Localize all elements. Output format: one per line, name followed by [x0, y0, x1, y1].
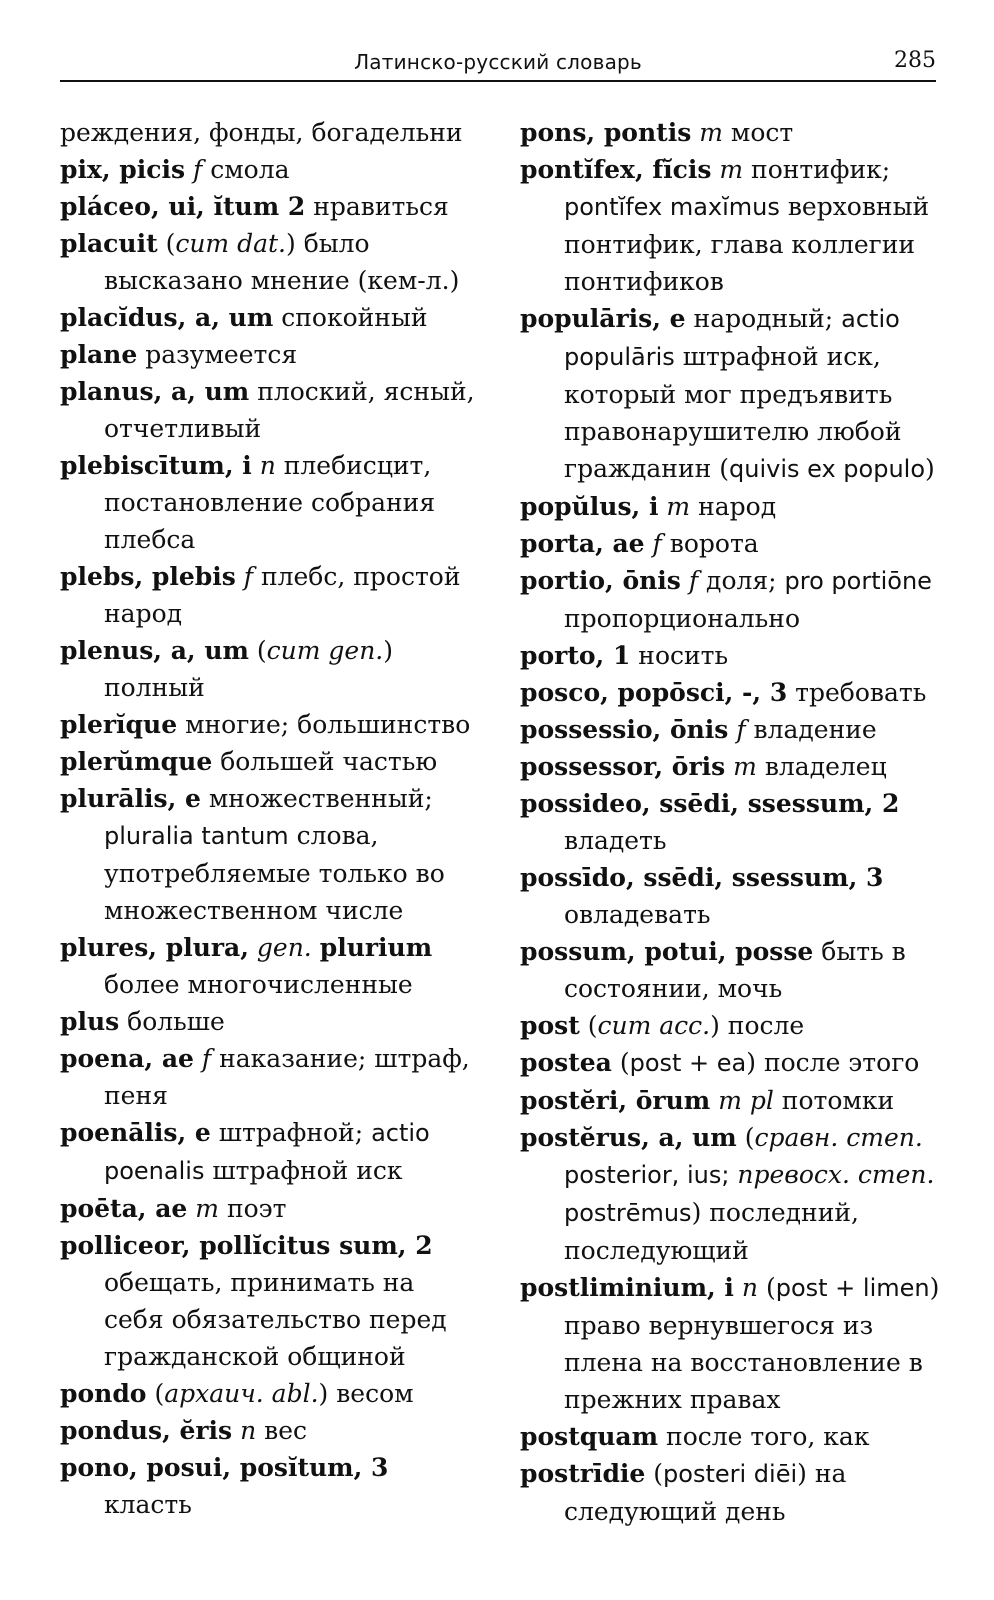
entry-definition: смола: [202, 155, 290, 184]
running-title: Латинско-русский словарь: [354, 50, 642, 74]
dictionary-entry: [520, 300, 940, 488]
entry-definition: пропорционально: [564, 604, 800, 633]
entry-headword: plane: [60, 340, 138, 369]
entry-definition: [194, 1044, 202, 1073]
page-number: 285: [894, 48, 936, 73]
entry-grammar-note: m: [733, 752, 757, 781]
entry-headword: pono, posui, posĭtum, 3: [60, 1453, 389, 1482]
dictionary-entry: [60, 1114, 480, 1190]
entry-headword: polliceor, pollĭcitus sum, 2: [60, 1231, 433, 1260]
entry-definition: [252, 451, 260, 480]
entry-latin-phrase: post + ea: [629, 1049, 747, 1077]
entry-headword: possessor, ōris: [520, 752, 726, 781]
dictionary-entry: [60, 299, 480, 336]
entry-definition: быть в состоянии, мочь: [564, 937, 906, 1003]
entry-definition: [710, 1086, 718, 1115]
entry-grammar-note: cum gen.: [266, 636, 384, 665]
entry-definition: (: [758, 1273, 776, 1302]
entry-definition: [734, 1273, 742, 1302]
entry-definition: штрафной;: [210, 1118, 372, 1147]
entry-grammar-note: m: [195, 1194, 219, 1223]
entry-definition: верховный понтифик, глава коллегии понтификов: [564, 192, 930, 296]
entry-headword: postea: [520, 1048, 612, 1077]
right-column: [520, 114, 940, 1530]
entry-definition: большей частью: [212, 747, 438, 776]
entry-headword: popŭlus, i: [520, 492, 659, 521]
entry-headword: poēta, ae: [60, 1194, 188, 1223]
entry-definition: многие; большинство: [177, 710, 471, 739]
left-column: [60, 114, 480, 1523]
entry-headword: plenus, a, um: [60, 636, 249, 665]
entry-headword: placuit: [60, 229, 158, 258]
entry-headword: pontĭfex, fĭcis: [520, 155, 712, 184]
dictionary-entry: [60, 558, 480, 632]
entry-grammar-note: f: [193, 155, 203, 184]
entry-definition: множественный;: [200, 784, 433, 813]
entry-definition: вес: [256, 1416, 308, 1445]
entry-latin-phrase: posteri diēi: [663, 1460, 798, 1488]
entry-definition: ) после этого: [746, 1048, 920, 1077]
entry-headword: pons, pontis: [520, 118, 692, 147]
entry-definition: разумеется: [137, 340, 298, 369]
entry-definition: [312, 933, 320, 962]
entry-grammar-note: превосх. степ.: [737, 1160, 935, 1189]
entry-definition: штрафной иск, который мог предъявить правонарушителю любой гражданин (: [564, 342, 902, 483]
entry-definition: спокойный: [273, 303, 428, 332]
entry-headword: populāris, e: [520, 304, 686, 333]
dictionary-entry: [520, 1082, 940, 1119]
entry-headword: poenālis, e: [60, 1118, 211, 1147]
entry-grammar-note: cum acc.: [597, 1011, 711, 1040]
entry-headword: placĭdus, a, um: [60, 303, 274, 332]
entry-headword: plebiscītum, i: [60, 451, 252, 480]
entry-headword: plurālis, e: [60, 784, 201, 813]
entry-definition: овладевать: [564, 900, 711, 929]
entry-definition: обещать, принимать на себя обязательство перед гражданской общиной: [104, 1268, 447, 1371]
entry-grammar-note: сравн. степ.: [754, 1123, 923, 1152]
entry-headword: posco, popōsci, -, 3: [520, 678, 788, 707]
dictionary-entry: [60, 1375, 480, 1412]
entry-definition: ) последний, последующий: [564, 1198, 859, 1265]
entry-grammar-note: m: [699, 118, 723, 147]
entry-headword: porta, ae: [520, 529, 645, 558]
dictionary-entry: [60, 929, 480, 1003]
entry-headword: pondo: [60, 1379, 147, 1408]
entry-definition: ) после: [710, 1011, 805, 1040]
entry-definition: более многочисленные: [104, 970, 413, 999]
dictionary-entry: [60, 743, 480, 780]
entry-latin-phrase: quivis ex populo: [729, 455, 926, 483]
entry-definition: [236, 562, 244, 591]
entry-definition: реждения, фонды, богадельни: [60, 118, 463, 147]
entry-headword: possīdo, ssēdi, ssessum, 3: [520, 863, 884, 892]
entry-definition: поэт: [219, 1194, 287, 1223]
entry-definition: ) весом: [318, 1379, 414, 1408]
entry-definition: (: [248, 636, 267, 665]
entry-headword: possideo, ssēdi, ssessum, 2: [520, 789, 900, 818]
entry-definition: класть: [104, 1490, 192, 1519]
dictionary-entry: [60, 706, 480, 743]
dictionary-entry: [60, 151, 480, 188]
entry-headword: plus: [60, 1007, 120, 1036]
entry-definition: ворота: [661, 529, 759, 558]
entry-definition: ) было высказано мнение (кем-л.): [104, 229, 460, 295]
entry-headword: postĕrus, a, um: [520, 1123, 737, 1152]
entry-definition: [681, 566, 689, 595]
entry-latin-phrase: pluralia tantum: [104, 822, 289, 850]
entry-latin-phrase: actio poenalis: [104, 1119, 430, 1185]
entry-grammar-note: m: [666, 492, 691, 521]
entry-grammar-note: f: [201, 1044, 212, 1073]
entry-definition: [645, 529, 653, 558]
entry-headword: pláceo, ui, ĭtum 2: [60, 192, 306, 221]
entry-headword: post: [520, 1011, 580, 1040]
entry-headword: plebs, plebis: [60, 562, 236, 591]
dictionary-entry: [520, 114, 940, 151]
entry-headword: postliminium, i: [520, 1273, 734, 1302]
entry-definition: (: [579, 1011, 598, 1040]
entry-definition: мост: [722, 118, 794, 147]
entry-headword: possum, potui, posse: [520, 937, 814, 966]
dictionary-entry: [60, 1003, 480, 1040]
entry-definition: нравиться: [305, 192, 449, 221]
entry-headword: possessio, ōnis: [520, 715, 729, 744]
entry-headword: postrīdie: [520, 1459, 646, 1488]
entry-headword: planus, a, um: [60, 377, 250, 406]
entry-definition: (: [645, 1459, 664, 1488]
entry-definition: ) на следующий день: [564, 1459, 847, 1526]
entry-grammar-note: f: [736, 715, 746, 744]
entry-headword: plerŭmque: [60, 747, 213, 776]
entry-definition: плоский, ясный, отчетливый: [104, 377, 475, 443]
entry-definition: народ: [690, 492, 777, 521]
dictionary-entry: [520, 562, 940, 637]
dictionary-entry: [520, 637, 940, 674]
dictionary-entry: [520, 859, 940, 933]
dictionary-entry: [60, 336, 480, 373]
dictionary-entry: [520, 1044, 940, 1082]
entry-latin-phrase: pro portiōne: [784, 567, 932, 595]
entry-grammar-note: f: [652, 529, 662, 558]
entry-definition: владеть: [564, 826, 667, 855]
entry-definition: [725, 752, 733, 781]
entry-definition: ) полный: [104, 636, 394, 702]
dictionary-entry: [520, 151, 940, 300]
entry-headword: pix, picis: [60, 155, 186, 184]
entry-grammar-note: n: [240, 1416, 257, 1445]
entry-latin-phrase: posterior, ius;: [564, 1161, 730, 1189]
entry-latin-phrase: post + limen: [775, 1274, 930, 1302]
entry-definition: [249, 933, 257, 962]
entry-headword: pondus, ĕris: [60, 1416, 233, 1445]
page-header: [60, 44, 936, 82]
dictionary-entry: [60, 1190, 480, 1227]
dictionary-entry: [520, 748, 940, 785]
entry-grammar-note: m: [719, 155, 744, 184]
entry-headword: portio, ōnis: [520, 566, 681, 595]
dictionary-entry: [520, 711, 940, 748]
dictionary-entry: [60, 225, 480, 299]
entry-definition: (: [736, 1123, 755, 1152]
entry-grammar-note: cum dat.: [175, 229, 286, 258]
entry-headword: plurium: [319, 933, 433, 962]
entry-definition: ) право вернувшегося из плена на восстановление в прежних правах: [564, 1273, 940, 1414]
entry-definition: [232, 1416, 240, 1445]
entry-definition: владение: [745, 715, 877, 744]
entry-definition: требовать: [787, 678, 927, 707]
dictionary-entry: [520, 525, 940, 562]
entry-definition: носить: [630, 641, 729, 670]
entry-definition: наказание; штраф, пеня: [104, 1044, 470, 1110]
entry-grammar-note: архаич. abl.: [164, 1379, 319, 1408]
dictionary-entry: [520, 1418, 940, 1455]
entry-definition: владелец: [756, 752, 887, 781]
entry-headword: poena, ae: [60, 1044, 194, 1073]
entry-grammar-note: n: [259, 451, 276, 480]
dictionary-entry: [60, 1227, 480, 1375]
entry-definition: плебс, простой народ: [104, 562, 461, 628]
dictionary-entry: [60, 188, 480, 225]
entry-grammar-note: m pl: [718, 1086, 774, 1115]
entry-definition: (: [157, 229, 176, 258]
dictionary-entry: [60, 373, 480, 447]
entry-grammar-note: f: [243, 562, 253, 591]
dictionary-entry: [520, 933, 940, 1007]
entry-definition: народный;: [685, 304, 842, 333]
dictionary-entry: [60, 1412, 480, 1449]
dictionary-entry: [520, 785, 940, 859]
entry-definition: [185, 155, 193, 184]
entry-definition: (: [611, 1048, 630, 1077]
entry-headword: postquam: [520, 1422, 659, 1451]
dictionary-entry: [60, 447, 480, 558]
entry-latin-phrase: actio populāris: [564, 305, 900, 371]
dictionary-entry-continuation: [60, 114, 480, 151]
entry-grammar-note: f: [688, 566, 699, 595]
entry-headword: postĕri, ōrum: [520, 1086, 711, 1115]
entry-definition: (: [146, 1379, 165, 1408]
dictionary-entry: [60, 780, 480, 929]
entry-definition: ): [925, 454, 935, 483]
entry-grammar-note: gen.: [256, 933, 312, 962]
entry-definition: доля;: [698, 566, 785, 595]
dictionary-entry: [60, 1040, 480, 1114]
entry-definition: слова, употребляемые только во множественном числе: [104, 821, 445, 925]
entry-latin-phrase: pontĭfex maxĭmus: [564, 193, 780, 221]
dictionary-entry: [520, 1007, 940, 1044]
entry-grammar-note: n: [741, 1273, 758, 1302]
entry-definition: плебисцит, постановление собрания плебса: [104, 451, 436, 554]
entry-definition: потомки: [773, 1086, 895, 1115]
entry-latin-phrase: postrēmus: [564, 1199, 692, 1227]
dictionary-entry: [520, 1455, 940, 1530]
dictionary-entry: [520, 674, 940, 711]
dictionary-entry: [60, 1449, 480, 1523]
entry-headword: plerĭque: [60, 710, 178, 739]
entry-headword: plures, plura,: [60, 933, 249, 962]
dictionary-entry: [520, 1119, 940, 1269]
entry-definition: штрафной иск: [204, 1156, 403, 1185]
dictionary-entry: [60, 632, 480, 706]
dictionary-entry: [520, 1269, 940, 1418]
entry-definition: понтифик;: [743, 155, 891, 184]
entry-definition: больше: [119, 1007, 225, 1036]
dictionary-entry: [520, 488, 940, 525]
entry-headword: porto, 1: [520, 641, 631, 670]
entry-definition: после того, как: [658, 1422, 870, 1451]
